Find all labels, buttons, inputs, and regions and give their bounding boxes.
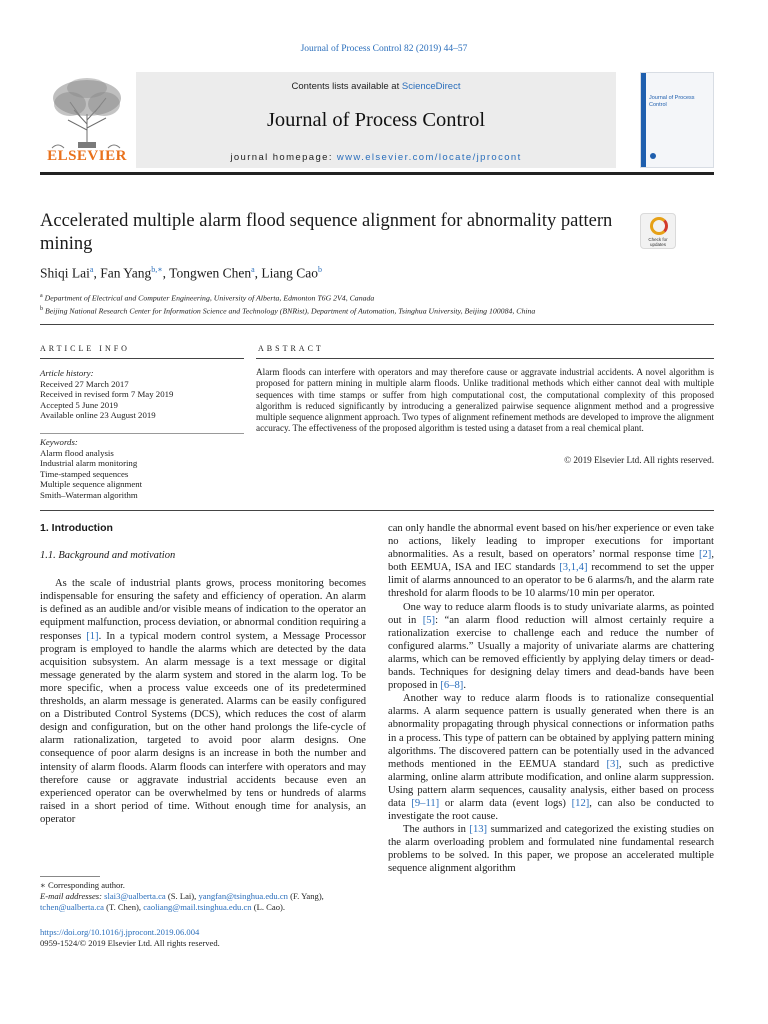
subsection-heading: 1.1. Background and motivation bbox=[40, 550, 176, 562]
email-addresses bbox=[40, 891, 366, 913]
body-column-left bbox=[40, 522, 366, 826]
crossmark-badge[interactable] bbox=[640, 213, 676, 249]
corresponding-author-note: ∗ Corresponding author. bbox=[40, 880, 125, 890]
keywords bbox=[40, 437, 245, 501]
citation-link[interactable]: [1] bbox=[86, 630, 99, 642]
cover-band bbox=[641, 73, 646, 167]
author-list bbox=[40, 265, 720, 282]
text-run: , can also be conducted to investigate the root cause. bbox=[388, 797, 714, 823]
homepage-link[interactable]: www.elsevier.com/locate/jprocont bbox=[336, 152, 522, 163]
affiliation-b bbox=[40, 304, 720, 317]
section-heading: 1. Introduction bbox=[40, 522, 113, 534]
article-info-heading: ARTICLE INFO bbox=[40, 344, 130, 353]
text-run: recommend to set the upper limit of alarms announced to an operator to be 6 alarms/h, and the alarm rate threshold for alarm floods to be 10 alarms/10 min per operator. bbox=[388, 562, 714, 600]
divider bbox=[40, 324, 714, 325]
text-run: summarized and categorized the existing studies on the alarm overloading problem and formulated nine fundamental research problems to be solved. In this paper, we propose an accelerated multiple sequence alignment algorithm bbox=[388, 824, 715, 875]
body-paragraph bbox=[388, 823, 714, 875]
email-link[interactable]: slai3@ualberta.ca bbox=[104, 891, 166, 901]
body-paragraph bbox=[388, 522, 714, 601]
text-run: , such as predictive alarming, online alarm attribute modification, and online alarm suppression. Using pattern alarm sequences, causality analysis, either based on process data bbox=[388, 758, 714, 809]
author-separator: , bbox=[254, 265, 262, 281]
crossmark-label: Check for updates bbox=[648, 237, 668, 247]
citation-link[interactable]: [6–8] bbox=[440, 680, 464, 692]
author-separator: , bbox=[162, 265, 170, 281]
divider bbox=[40, 433, 244, 434]
email-link[interactable]: tchen@ualberta.ca bbox=[40, 902, 104, 912]
masthead-rule bbox=[40, 172, 714, 175]
doi-link[interactable]: https://doi.org/10.1016/j.jprocont.2019.06.004 bbox=[40, 927, 200, 937]
contents-line bbox=[136, 81, 616, 92]
citation-link[interactable]: [5] bbox=[422, 614, 436, 626]
footnote bbox=[40, 880, 366, 913]
citation-link[interactable]: [12] bbox=[571, 797, 590, 809]
body-paragraph bbox=[388, 692, 714, 823]
author-affiliation-mark[interactable]: a bbox=[89, 265, 94, 274]
contents-prefix: Contents lists available at bbox=[291, 81, 402, 92]
body-paragraph bbox=[388, 601, 714, 693]
email-owner: (L. Cao). bbox=[251, 902, 286, 912]
keywords-heading: Keywords: bbox=[40, 437, 78, 447]
citation-link[interactable]: [13] bbox=[469, 824, 488, 836]
keyword: Alarm flood analysis bbox=[40, 447, 114, 458]
email-owner: (S. Lai), bbox=[165, 891, 199, 901]
affiliation-text: Beijing National Research Center for Information Science and Technology (BNRist), Department of Automation, Tsinghua University, Beijing 100084, China bbox=[44, 306, 536, 316]
citation-link[interactable]: [9–11] bbox=[411, 797, 440, 809]
email-link[interactable]: caoliang@mail.tsinghua.edu.cn bbox=[143, 902, 252, 912]
affiliation-a bbox=[40, 291, 720, 304]
masthead-banner bbox=[136, 72, 616, 168]
body-paragraph bbox=[40, 577, 366, 826]
journal-citation[interactable]: Journal of Process Control 82 (2019) 44–57 bbox=[300, 44, 468, 54]
journal-masthead bbox=[40, 70, 714, 170]
text-run: One way to reduce alarm floods is to study univariate alarms, as pointed out in bbox=[388, 601, 714, 626]
author-separator: , bbox=[93, 265, 101, 281]
body-column-right bbox=[388, 522, 714, 876]
email-label: E-mail addresses: bbox=[40, 891, 102, 901]
text-run: : “an alarm flood reduction will almost certainly require a rationalization exercise to challenge each and reduce the number of configured alarms.” Usually a majority of univariate alarms are chattering alarms, which can be removed efficiently by applying delay timers or dead-bands. Techniques for designing delay timers and dead-bands have been proposed in bbox=[388, 614, 714, 692]
affiliations bbox=[40, 291, 720, 316]
abstract-heading: ABSTRACT bbox=[258, 344, 324, 353]
homepage-prefix: journal homepage: bbox=[230, 152, 337, 163]
history-item: Accepted 5 June 2019 bbox=[40, 399, 118, 410]
text-run: can only handle the abnormal event based on his/her experience or even take no actions, likely leading to improper executions for important abnormalities. As a result, based on operators’ normal response time bbox=[388, 523, 714, 561]
divider bbox=[40, 358, 244, 359]
citation-link[interactable]: [3,1,4] bbox=[559, 562, 588, 574]
article-title: Accelerated multiple alarm flood sequence alignment for abnormality pattern mining bbox=[40, 211, 613, 254]
issn-copyright: 0959-1524/© 2019 Elsevier Ltd. All rights reserved. bbox=[40, 938, 220, 948]
abstract-text: Alarm floods can interfere with operators and may therefore cause or aggravate industrial accidents. A novel algorithm is proposed for pattern mining in multiple alarm floods. Unlike traditional methods which either cannot deal with multiple sequences with time stamps or suffer from high computational cost, the computational complexity of this proposed algorithm is reduced significantly by introducing a generalized pairwise sequence alignment method and a progressive multiple sequence alignment approach. Two types of alignment refinement methods are developed to improve the alignment accuracy. The effectiveness of the proposed algorithm is tested using a dataset from a real chemical plant. bbox=[256, 367, 714, 434]
divider bbox=[40, 510, 714, 511]
email-owner: (F. Yang), bbox=[287, 891, 324, 901]
author-name: Shiqi Lai bbox=[40, 265, 90, 281]
author-name: Fan Yang bbox=[100, 265, 152, 281]
affiliation-text: Department of Electrical and Computer Engineering, University of Alberta, Edmonton T6G 2V4, Canada bbox=[44, 293, 375, 303]
affiliation-mark: b bbox=[40, 305, 43, 312]
doi-block bbox=[40, 927, 366, 949]
keyword: Industrial alarm monitoring bbox=[40, 458, 138, 469]
affiliation-mark: a bbox=[40, 293, 43, 299]
journal-name: Journal of Process Control bbox=[266, 109, 486, 131]
history-item: Received 27 March 2017 bbox=[40, 378, 129, 389]
history-item: Received in revised form 7 May 2019 bbox=[40, 389, 174, 400]
abstract-copyright: © 2019 Elsevier Ltd. All rights reserved. bbox=[564, 455, 714, 465]
author-affiliation-mark[interactable]: b,∗ bbox=[151, 265, 163, 274]
citation-link[interactable]: [3] bbox=[606, 758, 619, 770]
author-affiliation-mark[interactable]: a bbox=[251, 265, 255, 274]
footnote-rule bbox=[40, 876, 100, 877]
divider bbox=[256, 358, 714, 359]
author-name: Liang Cao bbox=[261, 265, 319, 281]
article-history bbox=[40, 368, 245, 421]
journal-cover-thumbnail bbox=[640, 72, 714, 168]
text-run: The authors in bbox=[403, 824, 470, 836]
author-name: Tongwen Chen bbox=[169, 265, 252, 281]
text-run: As the scale of industrial plants grows, process monitoring becomes indispensable for ensuring the safety and efficiency of operation. An alarm is defined as an audible and/or visible means of indication to the operator an equipment malfunction, process deviation, or abnormal condition requiring a responses bbox=[40, 578, 366, 642]
cover-logo-dot bbox=[650, 153, 656, 159]
text-run: . bbox=[463, 680, 466, 692]
email-link[interactable]: yangfan@tsinghua.edu.cn bbox=[198, 891, 288, 901]
text-run: , both EEMUA, ISA and IEC standards bbox=[388, 549, 714, 574]
author-affiliation-mark[interactable]: b bbox=[318, 265, 323, 274]
keyword: Smith–Waterman algorithm bbox=[40, 489, 138, 500]
crossmark-icon bbox=[650, 217, 668, 235]
text-run: . In a typical modern control system, a Message Processor program is employed to handle the alarms which are detected by the data acquisition subsystem. An alarm message is a text message or digital message generated by the alarm system and stored in the alarm log. To be more specific, when a process value exceeds one of its predetermined thresholds, an alarm message is generated. Alarms can be easily configured on a Distributed Control Systems (DCS), which reduces the cost of alarm design and configuration, but on the other hand prolongs the life-cycle of alarm rationalization, targeted to avoid poor alarm designs. One consequence of poor alarm designs is an increase in both the number and intensity of alarm floods. Alarm floods can interfere with operators and may therefore cause or aggravate industrial accidents because even an experienced operator can be overwhelmed by tens or hundreds of alarms raised in a short period of time. Without enough time for analysis, an operator bbox=[40, 630, 366, 825]
keyword: Time-stamped sequences bbox=[40, 468, 129, 479]
cover-title: Journal of Process Control bbox=[649, 95, 695, 108]
elsevier-wordmark: ELSEVIER bbox=[47, 148, 127, 164]
citation-link[interactable]: [2] bbox=[698, 549, 712, 561]
sciencedirect-link[interactable]: ScienceDirect bbox=[401, 81, 461, 92]
text-run: Another way to reduce alarm floods is to rationalize consequential alarms. A alarm sequence pattern is usually generated when there is an abnormality propagating through physical connections or information paths in a process. This type of pattern can be obtained by applying pattern mining algorithms. The discovered pattern can be potentially used in the advanced methods mentioned in the EEMUA standard bbox=[388, 693, 714, 770]
text-run: or alarm data (event logs) bbox=[439, 797, 572, 809]
email-owner: (T. Chen), bbox=[103, 902, 144, 912]
keyword: Multiple sequence alignment bbox=[40, 479, 143, 490]
history-heading: Article history: bbox=[40, 368, 94, 378]
homepage-line bbox=[136, 152, 616, 163]
history-item: Available online 23 August 2019 bbox=[40, 410, 156, 421]
